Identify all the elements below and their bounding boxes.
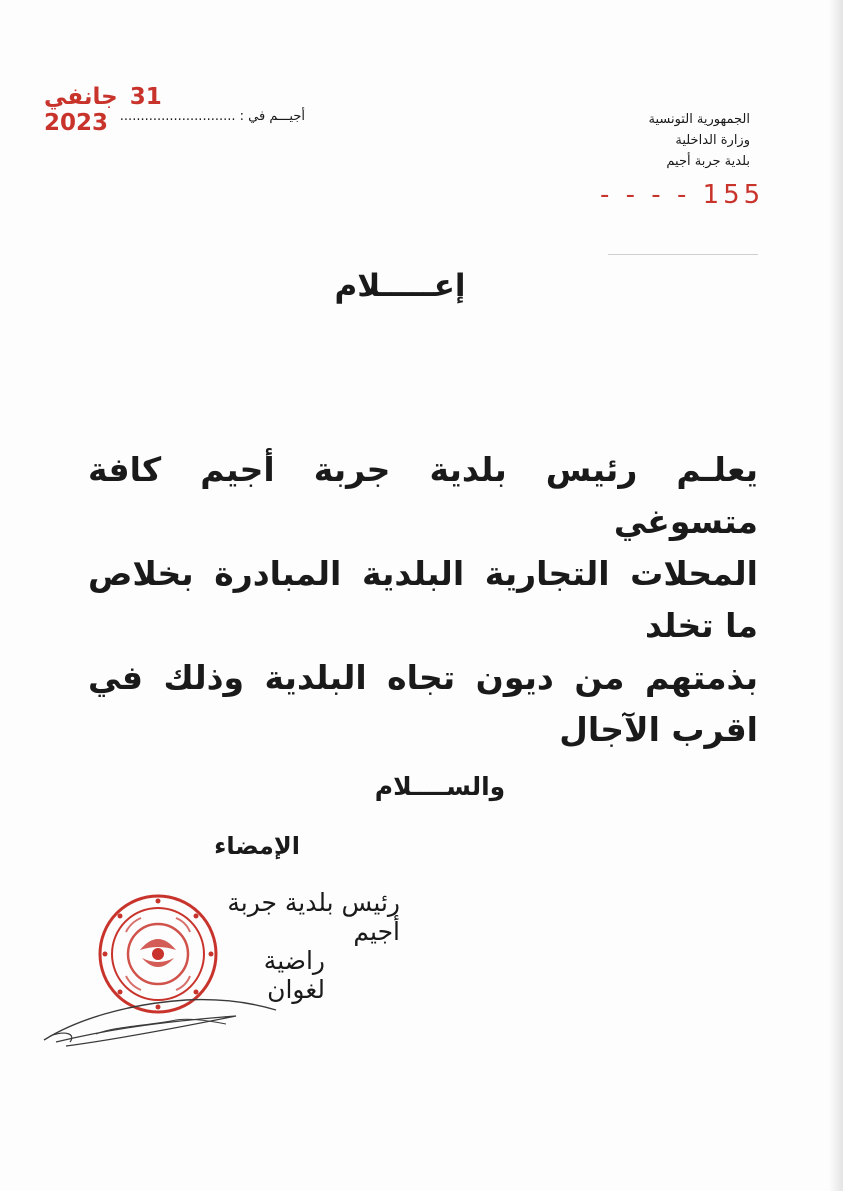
- letterhead-municipality: بلدية جربة أجيم: [666, 154, 750, 169]
- notice-line-2: المحلات التجارية البلدية المبادرة بخلاص ما تخلد: [88, 554, 758, 645]
- signature-heading: الإمضاء: [214, 832, 300, 860]
- notice-line-3: بذمتهم من ديون تجاه البلدية وذلك في اقرب الآجال: [88, 658, 758, 749]
- signatory-name: راضية لغوان: [263, 946, 325, 1004]
- closing-salutation: والســــلام: [374, 772, 506, 801]
- reference-dashes: - - - -: [600, 180, 691, 210]
- reference-number-stamp: [600, 180, 765, 212]
- notice-body: [88, 444, 758, 756]
- letterhead: [550, 109, 750, 172]
- document-title: إعـــــلام: [334, 268, 466, 304]
- signatory-role: رئيس بلدية جربة أجيم: [227, 888, 400, 946]
- stamp-year: 2023: [44, 110, 109, 136]
- letterhead-ministry: وزارة الداخلية: [675, 133, 750, 148]
- notice-line-1: يعلـم رئيس بلدية جربة أجيم كافة متسوغي: [88, 450, 758, 541]
- scan-edge-shadow: [829, 0, 843, 1191]
- reference-number: 155: [702, 180, 765, 210]
- handwritten-signature-icon: [36, 990, 286, 1050]
- stamp-day: 31: [129, 84, 162, 110]
- place-date-line: [120, 109, 305, 127]
- stamp-month: جانفي: [44, 84, 118, 110]
- place-date-label: أجيـــم في :: [239, 109, 305, 124]
- reference-underline: [608, 254, 758, 255]
- letterhead-country: الجمهورية التونسية: [648, 112, 750, 127]
- place-date-dots: ............................: [119, 109, 236, 124]
